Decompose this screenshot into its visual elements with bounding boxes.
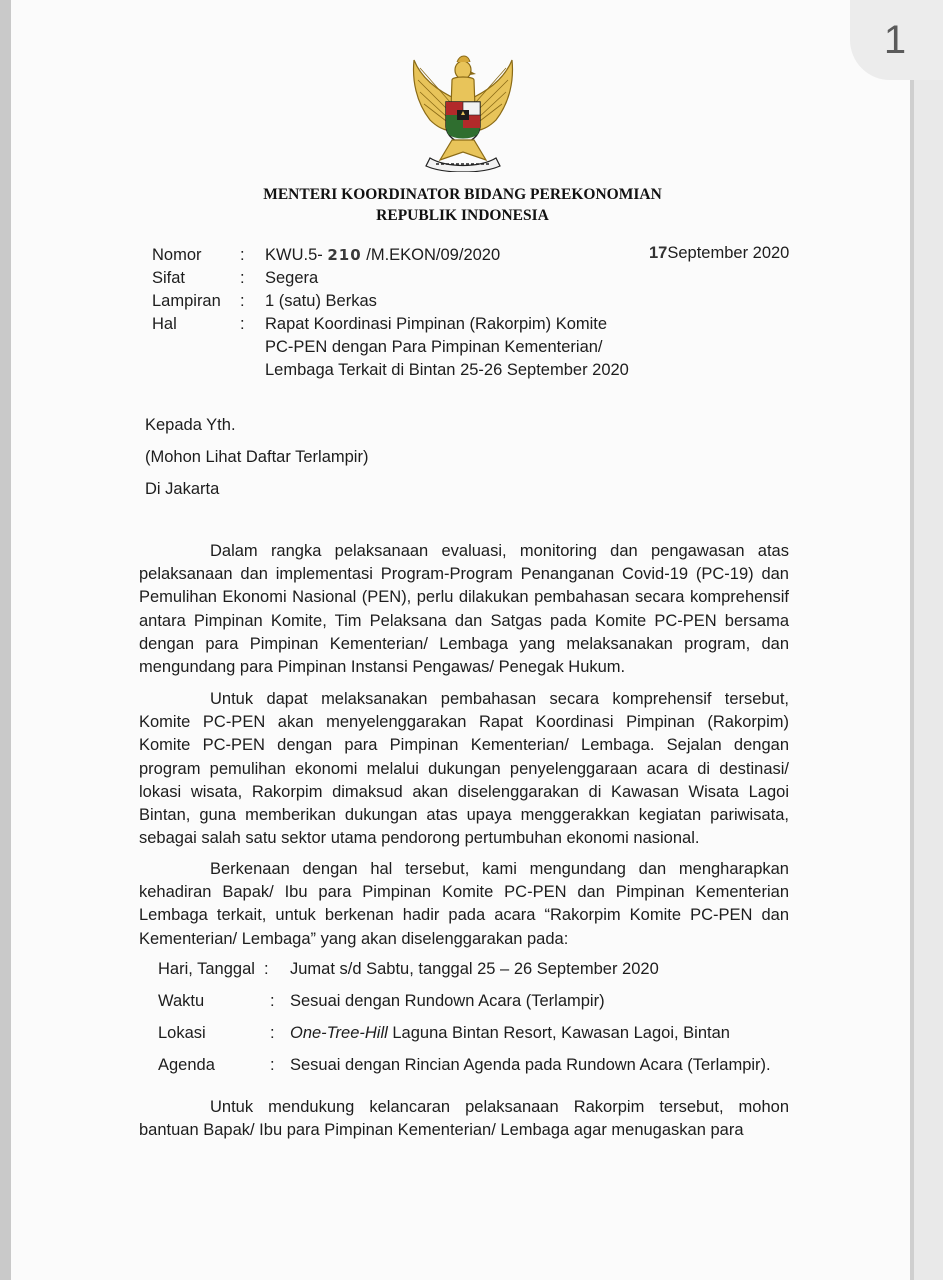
addressee-line2: (Mohon Lihat Daftar Terlampir) (145, 448, 369, 466)
sifat-value: Segera (265, 269, 319, 287)
hal-line2: PC-PEN dengan Para Pimpinan Kementerian/ (265, 338, 603, 356)
body-paragraph-1: Dalam rangka pelaksanaan evaluasi, monitoring dan pengawasan atas pelaksanaan dan implementasi Program-Program Penanganan Covid-19 (PC-19) dan Pemulihan Ekonomi Nasional (PEN), perlu dilakukan pembahasan secara komprehensif antara Pimpinan Komite, Tim Pelaksana dan Satgas pada Komite PC-PEN bersama dengan para Pimpinan Kementerian/ Lembaga yang melaksanakan program, dan mengundang para Pimpinan Instansi Pengawas/ Penegak Hukum. (139, 542, 789, 677)
hal-label: Hal (152, 315, 177, 333)
nomor-colon: : (240, 246, 245, 264)
lokasi-venue: One-Tree-Hill (290, 1024, 388, 1042)
lampiran-colon: : (240, 292, 245, 310)
agenda-value: Sesuai dengan Rincian Agenda pada Rundown Acara (Terlampir). (290, 1056, 771, 1074)
ministry-title (200, 184, 725, 226)
hari-value: Jumat s/d Sabtu, tanggal 25 – 26 September 2020 (290, 960, 659, 978)
detail-lokasi (158, 1024, 730, 1043)
lokasi-rest: Laguna Bintan Resort, Kawasan Lagoi, Bintan (387, 1024, 730, 1042)
lampiran-label: Lampiran (152, 292, 221, 310)
sifat-label: Sifat (152, 269, 186, 287)
hari-colon: : (264, 960, 269, 978)
waktu-value: Sesuai dengan Rundown Acara (Terlampir) (290, 992, 605, 1010)
date-day-handwritten: 17 (649, 244, 668, 262)
lokasi-label: Lokasi (158, 1024, 206, 1042)
detail-hari-tanggal (158, 960, 659, 979)
nomor-prefix: KWU.5- (265, 246, 323, 264)
body-paragraph-4: Untuk mendukung kelancaran pelaksanaan Rakorpim tersebut, mohon bantuan Bapak/ Ibu para Pimpinan Kementerian/ Lembaga agar menugaskan para (139, 1098, 789, 1140)
lokasi-colon: : (270, 1024, 275, 1042)
page-number: 1 (883, 17, 907, 62)
ministry-title-line2: REPUBLIK INDONESIA (376, 207, 549, 224)
body-paragraph-2: Untuk dapat melaksanakan pembahasan secara komprehensif tersebut, Komite PC-PEN akan menyelenggarakan Rapat Koordinasi Pimpinan (Rakorpim) Komite PC-PEN dengan para Pimpinan Kementerian/ Lembaga. Sejalan dengan program pemulihan ekonomi melalui dukungan penyelenggaraan acara di destinasi/ lokasi wisata, Rakorpim dimaksud akan diselenggarakan di Kawasan Wisata Lagoi Bintan, guna memberikan dukungan atas upaya menggerakkan kegiatan pariwisata, sebagai salah satu sektor utama pendorong pertumbuhan ekonomi nasional. (139, 690, 789, 848)
addressee-line3: Di Jakarta (145, 480, 220, 498)
letter-date (649, 244, 789, 263)
hari-label: Hari, Tanggal (158, 960, 255, 978)
nomor-label: Nomor (152, 246, 202, 264)
body-paragraph-3: Berkenaan dengan hal tersebut, kami mengundang dan mengharapkan kehadiran Bapak/ Ibu para Pimpinan Komite PC-PEN dan Pimpinan Kementerian Lembaga terkait, untuk berkenan hadir pada acara “Rakorpim Komite PC-PEN dan Kementerian/ Lembaga” yang akan diselenggarakan pada: (139, 860, 789, 948)
left-border (0, 0, 11, 1280)
nomor-value (265, 244, 500, 267)
right-margin (914, 0, 943, 1280)
lampiran-value: 1 (satu) Berkas (265, 292, 377, 310)
date-month-year: September 2020 (667, 244, 790, 262)
page-number-badge (850, 0, 943, 80)
garuda-emblem-icon (400, 40, 526, 172)
waktu-label: Waktu (158, 992, 205, 1010)
nomor-suffix: /M.EKON/09/2020 (366, 246, 501, 264)
sifat-colon: : (240, 269, 245, 287)
detail-waktu (158, 992, 605, 1011)
hal-colon: : (240, 315, 245, 333)
hal-line3: Lembaga Terkait di Bintan 25-26 September 2020 (265, 361, 629, 379)
agenda-colon: : (270, 1056, 275, 1074)
nomor-handwritten: 210 (327, 246, 362, 264)
hal-line1: Rapat Koordinasi Pimpinan (Rakorpim) Komite (265, 315, 608, 333)
lokasi-value (290, 1024, 730, 1043)
detail-agenda (158, 1056, 771, 1075)
waktu-colon: : (270, 992, 275, 1010)
addressee-line1: Kepada Yth. (145, 416, 236, 434)
agenda-label: Agenda (158, 1056, 215, 1074)
ministry-title-line1: MENTERI KOORDINATOR BIDANG PEREKONOMIAN (263, 186, 662, 203)
